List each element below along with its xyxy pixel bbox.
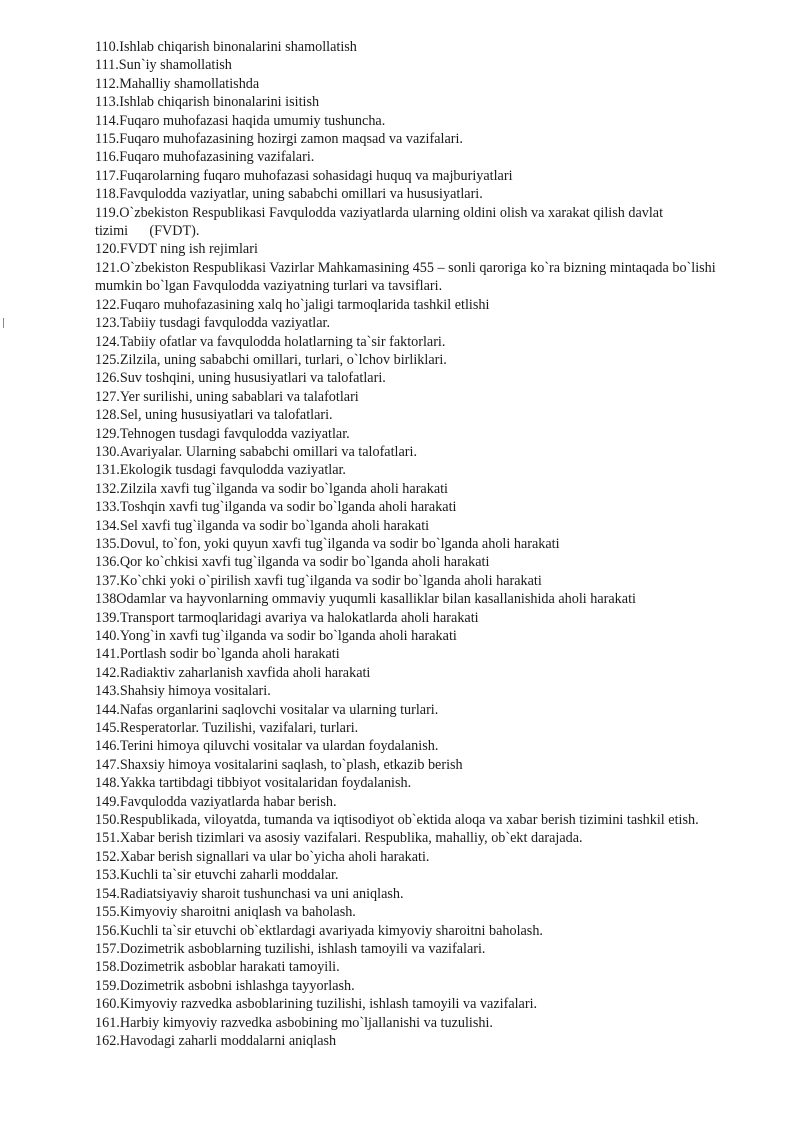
question-item: 137.Ko`chki yoki o`pirilish xavfi tug`ilganda va sodir bo`lganda aholi harakati [95, 572, 542, 589]
question-item: 130.Avariyalar. Ularning sababchi omillari va talofatlari. [95, 443, 417, 460]
question-item: 119.O`zbekiston Respublikasi Favqulodda vaziyatlarda ularning oldini olish va xarakat qilish davlat tizimi (FVDT). [95, 204, 664, 240]
question-item: 150.Respublikada, viloyatda, tumanda va iqtisodiyot ob`ektida aloqa va xabar berish tizimini tashkil etish. [95, 812, 699, 829]
question-item: 122.Fuqaro muhofazasining xalq ho`jaligi tarmoqlarida tashkil etlishi [95, 296, 490, 313]
question-item: 136.Qor ko`chkisi xavfi tug`ilganda va sodir bo`lganda aholi harakati [95, 554, 490, 571]
question-item: 118.Favqulodda vaziyatlar, uning sababchi omillari va hususiyatlari. [95, 186, 483, 203]
question-item: 116.Fuqaro muhofazasining vazifalari. [95, 149, 315, 166]
question-item: 125.Zilzila, uning sababchi omillari, turlari, o`lchov birliklari. [95, 351, 447, 368]
question-item: 145.Resperatorlar. Tuzilishi, vazifalari, turlari. [95, 720, 359, 737]
question-item: 110.Ishlab chiqarish binonalarini shamollatish [95, 39, 357, 55]
question-item: 151.Xabar berish tizimlari va asosiy vazifalari. Respublika, mahalliy, ob`ekt darajada. [95, 830, 583, 847]
question-item: 128.Sel, uning hususiyatlari va talofatlari. [95, 407, 333, 424]
question-item: 112.Mahalliy shamollatishda [95, 75, 260, 92]
question-item: 138Odamlar va hayvonlarning ommaviy yuqumli kasalliklar bilan kasallanishida aholi harakati [95, 591, 636, 608]
question-item: 126.Suv toshqini, uning hususiyatlari va talofatlari. [95, 370, 386, 387]
question-item: 139.Transport tarmoqlaridagi avariya va halokatlarda aholi harakati [95, 609, 479, 626]
question-item: 124.Tabiiy ofatlar va favqulodda holatlarning ta`sir faktorlari. [95, 333, 446, 350]
question-item: 117.Fuqarolarning fuqaro muhofazasi sohasidagi huquq va majburiyatlari [95, 167, 513, 184]
question-item: 127.Yer surilishi, uning sabablari va talafotlari [95, 388, 359, 405]
question-item: 133.Toshqin xavfi tug`ilganda va sodir bo`lganda aholi harakati [95, 499, 457, 516]
question-item: 157.Dozimetrik asboblarning tuzilishi, ishlash tamoyili va vazifalari. [95, 940, 486, 957]
question-list [95, 38, 760, 1050]
question-item: 162.Havodagi zaharli moddalarni aniqlash [95, 1032, 337, 1049]
question-item: 161.Harbiy kimyoviy razvedka asbobining mo`ljallanishi va tuzulishi. [95, 1014, 493, 1031]
question-item: 143.Shahsiy himoya vositalari. [95, 683, 271, 700]
question-item: 155.Kimyoviy sharoitni aniqlash va baholash. [95, 904, 356, 921]
question-item: 144.Nafas organlarini saqlovchi vositalar va ularning turlari. [95, 701, 439, 718]
question-item: 147.Shaxsiy himoya vositalarini saqlash, to`plash, etkazib berish [95, 756, 463, 773]
question-item: 115.Fuqaro muhofazasining hozirgi zamon maqsad va vazifalari. [95, 131, 463, 148]
question-item: 154.Radiatsiyaviy sharoit tushunchasi va uni aniqlash. [95, 885, 404, 902]
question-item: 121.O`zbekiston Respublikasi Vazirlar Mahkamasining 455 – sonli qaroriga ko`ra bizning mintaqada bo`lishi mumkin bo`lgan Favqulodda vaziyatning turlari va tavsiflari. [95, 259, 716, 295]
question-item: 152.Xabar berish signallari va ular bo`yicha aholi harakati. [95, 848, 430, 865]
question-item: 141.Portlash sodir bo`lganda aholi harakati [95, 646, 340, 663]
question-item: 148.Yakka tartibdagi tibbiyot vositalaridan foydalanish. [95, 775, 412, 792]
question-item: 153.Kuchli ta`sir etuvchi zaharli moddalar. [95, 867, 339, 884]
question-item: 123.Tabiiy tusdagi favqulodda vaziyatlar. [95, 315, 331, 332]
question-item: 156.Kuchli ta`sir etuvchi ob`ektlardagi avariyada kimyoviy sharoitni baholash. [95, 922, 543, 939]
question-item: 159.Dozimetrik asbobni ishlashga tayyorlash. [95, 977, 355, 994]
question-item: 111.Sun`iy shamollatish [95, 57, 232, 74]
question-item: 140.Yong`in xavfi tug`ilganda va sodir bo`lganda aholi harakati [95, 628, 457, 644]
question-item: 149.Favqulodda vaziyatlarda habar berish. [95, 793, 337, 810]
question-item: 132.Zilzila xavfi tug`ilganda va sodir bo`lganda aholi harakati [95, 480, 448, 497]
question-item: 142.Radiaktiv zaharlanish xavfida aholi harakati [95, 664, 371, 681]
question-item: 113.Ishlab chiqarish binonalarini isitish [95, 94, 320, 111]
question-item: 160.Kimyoviy razvedka asboblarining tuzilishi, ishlash tamoyili va vazifalari. [95, 996, 538, 1013]
question-item: 146.Terini himoya qiluvchi vositalar va ulardan foydalanish. [95, 738, 439, 755]
question-item: 131.Ekologik tusdagi favqulodda vaziyatlar. [95, 462, 346, 479]
question-item: 158.Dozimetrik asboblar harakati tamoyili. [95, 959, 340, 976]
question-item: 120.FVDT ning ish rejimlari [95, 241, 258, 258]
question-item: 114.Fuqaro muhofazasi haqida umumiy tushuncha. [95, 112, 386, 129]
scan-edge-mark [3, 318, 4, 328]
question-item: 135.Dovul, to`fon, yoki quyun xavfi tug`ilganda va sodir bo`lganda aholi harakati [95, 535, 560, 552]
question-item: 129.Tehnogen tusdagi favqulodda vaziyatlar. [95, 425, 350, 442]
question-item: 134.Sel xavfi tug`ilganda va sodir bo`lganda aholi harakati [95, 517, 430, 534]
